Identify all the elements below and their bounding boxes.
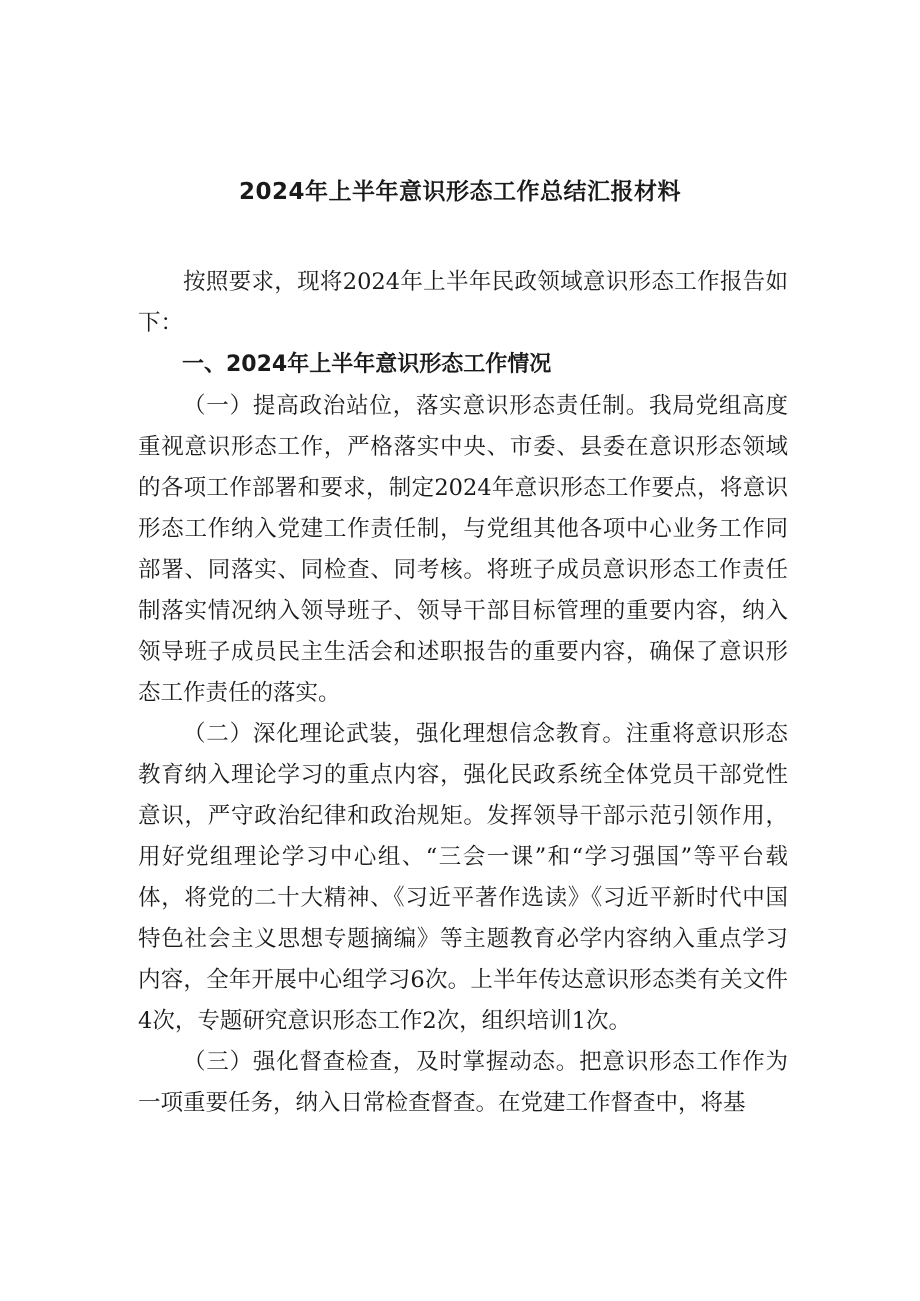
document-body — [138, 262, 788, 1124]
section-heading-1: 一、2024年上半年意识形态工作情况 — [182, 352, 552, 377]
intro-paragraph: 按照要求，现将2024年上半年民政领域意识形态工作报告如下： — [138, 269, 788, 336]
document-title: 2024年上半年意识形态工作总结汇报材料 — [238, 179, 681, 205]
paragraph-3: （三）强化督查检查，及时掌握动态。把意识形态工作作为一项重要任务，纳入日常检查督查。在党建工作督查中，将基 — [138, 1049, 788, 1116]
paragraph-1: （一）提高政治站位，落实意识形态责任制。我局党组高度重视意识形态工作，严格落实中央、市委、县委在意识形态领域的各项工作部署和要求，制定2024年意识形态工作要点，将意识形态工作纳入党建工作责任制，与党组其他各项中心业务工作同部署、同落实、同检查、同考核。将班子成员意识形态工作责任制落实情况纳入领导班子、领导干部目标管理的重要内容，纳入领导班子成员民主生活会和述职报告的重要内容，确保了意识形态工作责任的落实。 — [138, 393, 788, 706]
paragraph-2: （二）深化理论武装，强化理想信念教育。注重将意识形态教育纳入理论学习的重点内容，强化民政系统全体党员干部党性意识，严守政治纪律和政治规矩。发挥领导干部示范引领作用，用好党组理论学习中心组、“三会一课”和“学习强国”等平台载体，将党的二十大精神、《习近平著作选读》《习近平新时代中国特色社会主义思想专题摘编》等主题教育必学内容纳入重点学习内容，全年开展中心组学习6次。上半年传达意识形态类有关文件4次，专题研究意识形态工作2次，组织培训1次。 — [138, 721, 788, 1034]
